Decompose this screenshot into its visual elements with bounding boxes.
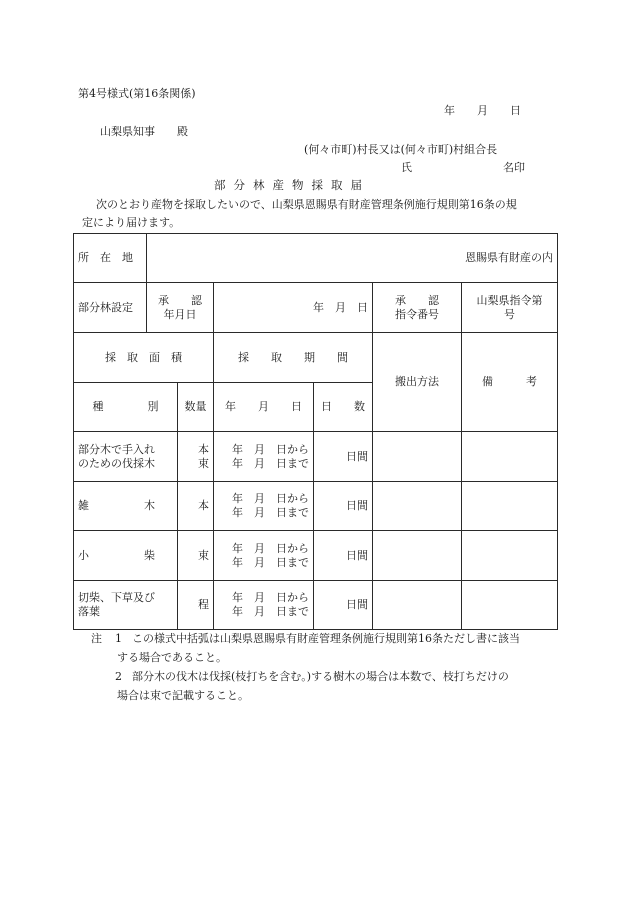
row-unit[interactable] xyxy=(178,581,214,630)
intro-line-1: 次のとおり産物を採取したいので、山梨県恩賜県有財産管理条例施行規則第16条の規 xyxy=(96,198,517,211)
approval-date-label xyxy=(147,283,214,333)
note-2-number: 2 xyxy=(115,670,122,683)
row-days[interactable]: 日間 xyxy=(314,482,373,531)
row-transport[interactable] xyxy=(373,531,462,581)
applicant-name-label: 氏 xyxy=(401,161,412,174)
area-header: 採 取 面 積 xyxy=(74,333,214,383)
row-period-from: 年 月 日から xyxy=(232,591,309,604)
table-row xyxy=(74,432,558,482)
row-period[interactable] xyxy=(214,482,314,531)
row-type-line1: 雑 木 xyxy=(78,499,155,512)
setting-label: 部分林設定 xyxy=(74,283,147,333)
approval-number-field[interactable]: 山梨県指令第 号 xyxy=(462,283,558,333)
row-type-line2: のための伐採木 xyxy=(78,456,155,470)
row-unit[interactable] xyxy=(178,531,214,581)
row-unit-line1: 本 xyxy=(198,442,209,456)
approval-number-label-line2: 指令番号 xyxy=(395,307,439,321)
row-type xyxy=(74,482,178,531)
quantity-header: 数量 xyxy=(178,383,214,432)
table-row xyxy=(74,531,558,581)
row-transport[interactable] xyxy=(373,432,462,482)
row-remarks[interactable] xyxy=(462,482,558,531)
row-unit[interactable] xyxy=(178,432,214,482)
date-line: 年 月 日 xyxy=(444,104,521,117)
location-value: 恩賜県有財産の内 xyxy=(147,234,558,283)
row-period-from: 年 月 日から xyxy=(232,442,309,456)
approval-date-field[interactable]: 年 月 日 xyxy=(214,283,373,333)
location-label: 所 在 地 xyxy=(74,234,147,283)
intro-line-2: 定により届けます。 xyxy=(82,216,181,229)
row-period-to: 年 月 日まで xyxy=(232,605,309,618)
row-unit-line1: 束 xyxy=(198,548,209,562)
row-period[interactable] xyxy=(214,432,314,482)
seal-mark: 名印 xyxy=(503,161,525,174)
row-type xyxy=(74,581,178,630)
remarks-header: 備 考 xyxy=(462,333,558,432)
row-type xyxy=(74,531,178,581)
approval-date-label-line1: 承 認 xyxy=(158,293,202,307)
header-row-1 xyxy=(74,333,558,383)
row-period[interactable] xyxy=(214,531,314,581)
row-period-from: 年 月 日から xyxy=(232,492,309,505)
document-title: 部分林産物採取届 xyxy=(214,178,370,192)
notes-label: 注 xyxy=(91,632,102,645)
row-type-line1: 小 柴 xyxy=(78,548,155,562)
row-unit[interactable] xyxy=(178,482,214,531)
note-1-line-2: する場合であること。 xyxy=(117,651,227,664)
approval-number-label xyxy=(373,283,462,333)
row-days[interactable]: 日間 xyxy=(314,581,373,630)
form-number: 第4号様式(第16条関係) xyxy=(78,87,196,100)
row-period-to: 年 月 日まで xyxy=(232,456,309,470)
row-type xyxy=(74,432,178,482)
note-2-line-1: 部分木の伐木は伐採(枝打ちを含む。)する樹木の場合は本数で、枝打ちだけの xyxy=(132,670,509,683)
row-period-to: 年 月 日まで xyxy=(232,506,309,519)
row-type-line1: 部分木で手入れ xyxy=(78,442,155,456)
row-remarks[interactable] xyxy=(462,581,558,630)
note-2-line-2: 場合は束で記載すること。 xyxy=(117,689,249,702)
days-header: 日 数 xyxy=(314,383,373,432)
location-row xyxy=(74,234,558,283)
date-header: 年 月 日 xyxy=(214,383,314,432)
row-period[interactable] xyxy=(214,581,314,630)
setting-row xyxy=(74,283,558,333)
approval-date-label-line2: 年月日 xyxy=(163,307,197,321)
approval-number-label-line1: 承 認 xyxy=(395,293,439,307)
type-header: 種 別 xyxy=(74,383,178,432)
row-remarks[interactable] xyxy=(462,432,558,482)
row-unit-line1: 程 xyxy=(198,598,209,611)
row-period-to: 年 月 日まで xyxy=(232,555,309,569)
row-transport[interactable] xyxy=(373,581,462,630)
table-row xyxy=(74,482,558,531)
row-unit-line1: 本 xyxy=(198,499,209,512)
row-type-line1: 切柴、下草及び xyxy=(78,591,155,604)
row-transport[interactable] xyxy=(373,482,462,531)
row-type-line2: 落葉 xyxy=(78,605,100,618)
row-days[interactable]: 日間 xyxy=(314,432,373,482)
table-row xyxy=(74,581,558,630)
transport-method-header: 搬出方法 xyxy=(373,333,462,432)
note-1-number: 1 xyxy=(115,632,122,645)
row-period-from: 年 月 日から xyxy=(232,541,309,555)
row-days[interactable]: 日間 xyxy=(314,531,373,581)
row-unit-line2: 束 xyxy=(198,456,209,470)
row-remarks[interactable] xyxy=(462,531,558,581)
note-1-line-1: この様式中括弧は山梨県恩賜県有財産管理条例施行規則第16条ただし書に該当 xyxy=(132,632,520,645)
addressee: 山梨県知事 殿 xyxy=(100,125,188,138)
application-table xyxy=(73,233,576,630)
applicant-organization: (何々市町)村長又は(何々市町)村組合長 xyxy=(304,143,498,156)
period-header: 採 取 期 間 xyxy=(214,333,373,383)
